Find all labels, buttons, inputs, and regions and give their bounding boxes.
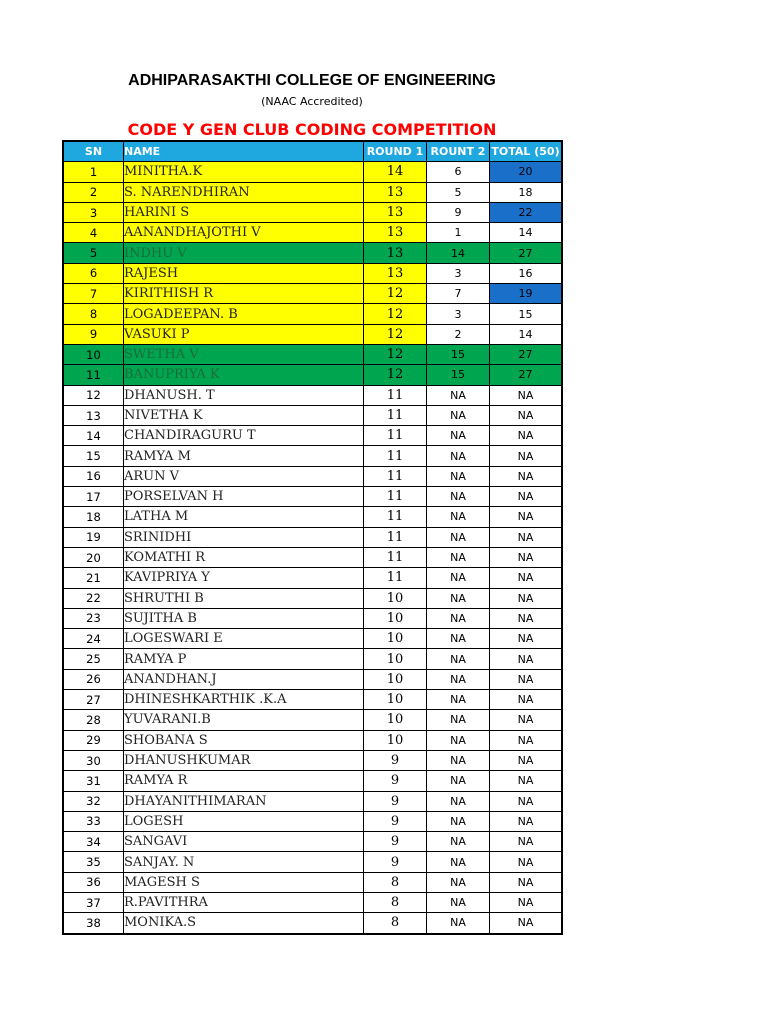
cell-round1: 11: [364, 568, 427, 588]
table-row: [64, 832, 562, 852]
cell-round1: 13: [364, 223, 427, 243]
cell-sn: 18: [64, 507, 124, 527]
accreditation-subtitle: (NAAC Accredited): [261, 95, 363, 108]
cell-round1: 9: [364, 852, 427, 872]
cell-round2: NA: [427, 690, 490, 710]
cell-total: 27: [490, 365, 562, 385]
cell-total: NA: [490, 629, 562, 649]
cell-sn: 31: [64, 771, 124, 791]
table-row: [64, 892, 562, 912]
table-row: [64, 324, 562, 344]
cell-round1: 11: [364, 487, 427, 507]
table-row: [64, 852, 562, 872]
cell-sn: 32: [64, 791, 124, 811]
cell-name: MINITHA.K: [124, 162, 364, 182]
cell-total: 27: [490, 243, 562, 263]
cell-round1: 9: [364, 811, 427, 831]
cell-round2: NA: [427, 588, 490, 608]
cell-round1: 8: [364, 872, 427, 892]
table-row: [64, 365, 562, 385]
cell-name: INDHU V: [124, 243, 364, 263]
cell-round1: 12: [364, 324, 427, 344]
table-row: [64, 202, 562, 222]
cell-round2: NA: [427, 547, 490, 567]
results-table: [63, 141, 562, 934]
cell-name: SHOBANA S: [124, 730, 364, 750]
table-row: [64, 223, 562, 243]
cell-sn: 35: [64, 852, 124, 872]
cell-round1: 13: [364, 243, 427, 263]
cell-name: SUJITHA B: [124, 608, 364, 628]
cell-round1: 12: [364, 284, 427, 304]
table-row: [64, 791, 562, 811]
cell-total: NA: [490, 466, 562, 486]
cell-total: NA: [490, 872, 562, 892]
cell-sn: 29: [64, 730, 124, 750]
cell-round2: NA: [427, 405, 490, 425]
cell-round1: 13: [364, 182, 427, 202]
cell-sn: 3: [64, 202, 124, 222]
cell-name: CHANDIRAGURU T: [124, 426, 364, 446]
cell-round1: 12: [364, 365, 427, 385]
table-row: [64, 771, 562, 791]
cell-name: MAGESH S: [124, 872, 364, 892]
cell-round1: 9: [364, 771, 427, 791]
cell-sn: 11: [64, 365, 124, 385]
table-row: [64, 284, 562, 304]
cell-round2: NA: [427, 669, 490, 689]
cell-round1: 11: [364, 547, 427, 567]
cell-name: DHINESHKARTHIK .K.A: [124, 690, 364, 710]
cell-total: NA: [490, 608, 562, 628]
cell-round1: 10: [364, 629, 427, 649]
cell-round2: NA: [427, 892, 490, 912]
cell-sn: 27: [64, 690, 124, 710]
cell-name: DHAYANITHIMARAN: [124, 791, 364, 811]
table-row: [64, 385, 562, 405]
table-row: [64, 487, 562, 507]
cell-round2: NA: [427, 466, 490, 486]
table-row: [64, 466, 562, 486]
table-row: [64, 710, 562, 730]
cell-sn: 2: [64, 182, 124, 202]
table-row: [64, 649, 562, 669]
cell-total: NA: [490, 710, 562, 730]
column-header-name: NAME: [124, 142, 364, 162]
cell-round1: 11: [364, 405, 427, 425]
cell-total: NA: [490, 568, 562, 588]
cell-sn: 12: [64, 385, 124, 405]
cell-round1: 11: [364, 446, 427, 466]
cell-sn: 19: [64, 527, 124, 547]
cell-round1: 10: [364, 608, 427, 628]
cell-name: RAMYA M: [124, 446, 364, 466]
cell-round2: NA: [427, 710, 490, 730]
cell-total: NA: [490, 832, 562, 852]
cell-sn: 33: [64, 811, 124, 831]
cell-total: NA: [490, 690, 562, 710]
cell-name: SANGAVI: [124, 832, 364, 852]
cell-round2: NA: [427, 385, 490, 405]
table-row: [64, 588, 562, 608]
cell-round2: NA: [427, 852, 490, 872]
table-row: [64, 527, 562, 547]
table-row: [64, 872, 562, 892]
column-header-total: TOTAL (50): [490, 142, 562, 162]
cell-round2: 15: [427, 344, 490, 364]
cell-total: NA: [490, 446, 562, 466]
cell-sn: 22: [64, 588, 124, 608]
cell-name: VASUKI P: [124, 324, 364, 344]
cell-total: NA: [490, 750, 562, 770]
cell-total: NA: [490, 811, 562, 831]
cell-round2: 9: [427, 202, 490, 222]
cell-total: NA: [490, 487, 562, 507]
column-header-sn: SN: [64, 142, 124, 162]
table-row: [64, 750, 562, 770]
cell-sn: 4: [64, 223, 124, 243]
cell-name: KAVIPRIYA Y: [124, 568, 364, 588]
cell-total: NA: [490, 649, 562, 669]
cell-total: 19: [490, 284, 562, 304]
cell-round2: 6: [427, 162, 490, 182]
cell-total: NA: [490, 730, 562, 750]
table-row: [64, 162, 562, 182]
cell-total: NA: [490, 771, 562, 791]
cell-sn: 13: [64, 405, 124, 425]
cell-round1: 13: [364, 263, 427, 283]
cell-sn: 24: [64, 629, 124, 649]
cell-total: 15: [490, 304, 562, 324]
table-row: [64, 629, 562, 649]
cell-round2: 2: [427, 324, 490, 344]
cell-sn: 21: [64, 568, 124, 588]
table-row: [64, 243, 562, 263]
cell-round2: NA: [427, 649, 490, 669]
cell-round1: 9: [364, 750, 427, 770]
cell-total: 27: [490, 344, 562, 364]
cell-name: DHANUSH. T: [124, 385, 364, 405]
cell-name: SRINIDHI: [124, 527, 364, 547]
cell-name: HARINI S: [124, 202, 364, 222]
cell-round2: 1: [427, 223, 490, 243]
cell-round1: 8: [364, 913, 427, 933]
cell-total: NA: [490, 385, 562, 405]
cell-sn: 10: [64, 344, 124, 364]
cell-sn: 26: [64, 669, 124, 689]
cell-total: NA: [490, 527, 562, 547]
cell-round1: 10: [364, 669, 427, 689]
cell-name: KIRITHISH R: [124, 284, 364, 304]
cell-name: RAJESH: [124, 263, 364, 283]
table-row: [64, 182, 562, 202]
table-header-row: [64, 142, 562, 162]
cell-round1: 8: [364, 892, 427, 912]
cell-round1: 11: [364, 385, 427, 405]
cell-round1: 11: [364, 426, 427, 446]
cell-sn: 20: [64, 547, 124, 567]
cell-total: 14: [490, 223, 562, 243]
cell-name: AANANDHAJOTHI V: [124, 223, 364, 243]
table-row: [64, 405, 562, 425]
cell-sn: 1: [64, 162, 124, 182]
cell-round1: 11: [364, 507, 427, 527]
cell-sn: 30: [64, 750, 124, 770]
cell-total: 14: [490, 324, 562, 344]
cell-sn: 34: [64, 832, 124, 852]
table-row: [64, 507, 562, 527]
cell-sn: 8: [64, 304, 124, 324]
cell-round2: NA: [427, 608, 490, 628]
table-row: [64, 344, 562, 364]
cell-sn: 17: [64, 487, 124, 507]
cell-round2: 14: [427, 243, 490, 263]
cell-name: LOGESH: [124, 811, 364, 831]
cell-name: DHANUSHKUMAR: [124, 750, 364, 770]
cell-name: SWETHA V: [124, 344, 364, 364]
college-title: ADHIPARASAKTHI COLLEGE OF ENGINEERING: [128, 72, 496, 89]
cell-total: NA: [490, 507, 562, 527]
cell-round1: 12: [364, 344, 427, 364]
cell-round2: NA: [427, 629, 490, 649]
cell-round2: 5: [427, 182, 490, 202]
cell-name: LATHA M: [124, 507, 364, 527]
table-row: [64, 690, 562, 710]
cell-name: SHRUTHI B: [124, 588, 364, 608]
cell-sn: 14: [64, 426, 124, 446]
column-header-round2: ROUNT 2: [427, 142, 490, 162]
cell-round2: 7: [427, 284, 490, 304]
cell-sn: 37: [64, 892, 124, 912]
cell-sn: 5: [64, 243, 124, 263]
cell-name: RAMYA R: [124, 771, 364, 791]
cell-total: 18: [490, 182, 562, 202]
cell-sn: 9: [64, 324, 124, 344]
table-row: [64, 811, 562, 831]
table-row: [64, 263, 562, 283]
cell-sn: 28: [64, 710, 124, 730]
cell-name: RAMYA P: [124, 649, 364, 669]
cell-name: S. NARENDHIRAN: [124, 182, 364, 202]
cell-round2: NA: [427, 730, 490, 750]
cell-round2: NA: [427, 832, 490, 852]
cell-round2: NA: [427, 426, 490, 446]
cell-name: BANUPRIYA K: [124, 365, 364, 385]
cell-round2: NA: [427, 750, 490, 770]
cell-round2: NA: [427, 771, 490, 791]
table-row: [64, 608, 562, 628]
cell-name: ARUN V: [124, 466, 364, 486]
table-row: [64, 446, 562, 466]
cell-total: NA: [490, 791, 562, 811]
cell-round1: 14: [364, 162, 427, 182]
cell-round2: NA: [427, 913, 490, 933]
cell-round2: NA: [427, 872, 490, 892]
cell-total: NA: [490, 669, 562, 689]
cell-total: NA: [490, 547, 562, 567]
cell-name: YUVARANI.B: [124, 710, 364, 730]
table-row: [64, 669, 562, 689]
cell-round1: 12: [364, 304, 427, 324]
cell-name: R.PAVITHRA: [124, 892, 364, 912]
cell-round1: 9: [364, 791, 427, 811]
cell-round2: NA: [427, 487, 490, 507]
table-row: [64, 568, 562, 588]
cell-round1: 9: [364, 832, 427, 852]
cell-name: MONIKA.S: [124, 913, 364, 933]
cell-total: 16: [490, 263, 562, 283]
cell-sn: 7: [64, 284, 124, 304]
cell-name: NIVETHA K: [124, 405, 364, 425]
cell-sn: 15: [64, 446, 124, 466]
cell-total: NA: [490, 913, 562, 933]
competition-heading: CODE Y GEN CLUB CODING COMPETITION: [127, 120, 497, 139]
cell-sn: 16: [64, 466, 124, 486]
cell-round2: NA: [427, 811, 490, 831]
cell-round2: NA: [427, 507, 490, 527]
cell-name: KOMATHI R: [124, 547, 364, 567]
cell-round1: 10: [364, 588, 427, 608]
cell-sn: 36: [64, 872, 124, 892]
cell-total: NA: [490, 892, 562, 912]
cell-total: NA: [490, 852, 562, 872]
cell-round1: 13: [364, 202, 427, 222]
cell-round2: NA: [427, 527, 490, 547]
cell-total: 20: [490, 162, 562, 182]
cell-round2: NA: [427, 568, 490, 588]
cell-name: LOGESWARI E: [124, 629, 364, 649]
cell-total: NA: [490, 588, 562, 608]
cell-round1: 10: [364, 730, 427, 750]
table-row: [64, 304, 562, 324]
cell-total: NA: [490, 405, 562, 425]
cell-round2: NA: [427, 446, 490, 466]
cell-sn: 6: [64, 263, 124, 283]
cell-round1: 10: [364, 690, 427, 710]
column-header-round1: ROUND 1: [364, 142, 427, 162]
table-row: [64, 426, 562, 446]
cell-round1: 10: [364, 649, 427, 669]
cell-sn: 38: [64, 913, 124, 933]
cell-sn: 25: [64, 649, 124, 669]
cell-name: LOGADEEPAN. B: [124, 304, 364, 324]
cell-sn: 23: [64, 608, 124, 628]
cell-round1: 11: [364, 466, 427, 486]
cell-round1: 11: [364, 527, 427, 547]
cell-total: 22: [490, 202, 562, 222]
table-row: [64, 547, 562, 567]
cell-total: NA: [490, 426, 562, 446]
cell-name: ANANDHAN.J: [124, 669, 364, 689]
table-row: [64, 730, 562, 750]
cell-round2: 15: [427, 365, 490, 385]
cell-name: PORSELVAN H: [124, 487, 364, 507]
cell-round1: 10: [364, 710, 427, 730]
cell-round2: 3: [427, 304, 490, 324]
cell-round2: 3: [427, 263, 490, 283]
cell-round2: NA: [427, 791, 490, 811]
table-row: [64, 913, 562, 933]
cell-name: SANJAY. N: [124, 852, 364, 872]
